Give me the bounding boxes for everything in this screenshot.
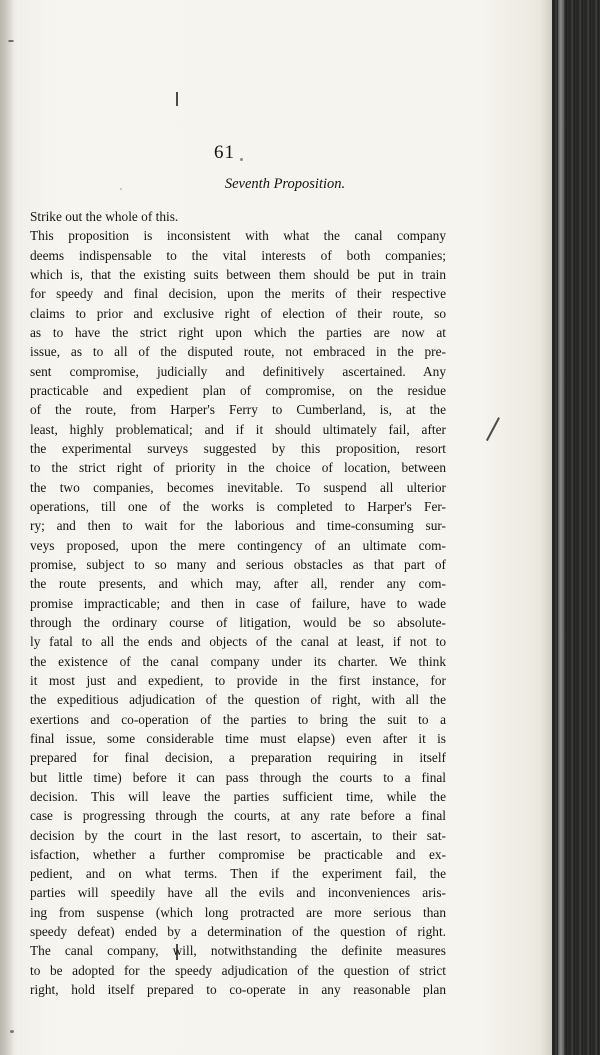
text-line: This proposition is inconsistent with what the canal company (30, 228, 446, 244)
scan-speck (8, 40, 14, 42)
text-line: but little time) before it can pass through the courts to a final (30, 769, 446, 785)
text-line: decision. This will leave the parties sufficient time, while the (30, 788, 446, 804)
text-line: deems indispensable to the vital interests of both companies; (30, 247, 446, 263)
text-line: prepared for final decision, a preparation requiring in itself (30, 750, 446, 766)
text-line: as to have the strict right upon which the parties are now at (30, 324, 446, 340)
text-line: issue, as to all of the disputed route, not embraced in the pre- (30, 344, 446, 360)
text-line: sent compromise, judicially and definitively ascertained. Any (30, 363, 446, 379)
text-line: the two companies, becomes inevitable. To suspend all ulterior (30, 479, 446, 495)
text-line: least, highly problematical; and if it should ultimately fail, after (30, 421, 446, 437)
page-number: 61 (214, 142, 235, 163)
text-line: right, hold itself prepared to co-operate in any reasonable plan (30, 982, 446, 998)
text-line: which is, that the existing suits between them should be put in train (30, 266, 446, 282)
text-line: the route presents, and which may, after all, render any com- (30, 576, 446, 592)
text-line: to be adopted for the speedy adjudication of the question of strict (30, 962, 446, 978)
text-line: ing from suspense (which long protracted are more serious than (30, 904, 446, 920)
body-text (30, 207, 446, 999)
text-line: isfaction, whether a further compromise be practicable and ex- (30, 846, 446, 862)
text-line: final issue, some considerable time must elapse) even after it is (30, 730, 446, 746)
text-line: practicable and expedient plan of compromise, on the residue (30, 382, 446, 398)
section-heading: Seventh Proposition. (224, 176, 346, 192)
text-line: through the ordinary course of litigation, would be so absolute- (30, 614, 446, 630)
text-line: to the strict right of priority in the choice of location, between (30, 460, 446, 476)
text-line: promise, subject to so many and serious obstacles as that part of (30, 556, 446, 572)
text-line: pedient, and on what terms. Then if the experiment fail, the (30, 866, 446, 882)
text-line: parties will speedily have all the evils and inconveniences aris- (30, 885, 446, 901)
text-line: exertions and co-operation of the parties to bring the suit to a (30, 711, 446, 727)
text-line: the existence of the canal company under its charter. We think (30, 653, 446, 669)
text-line: of the route, from Harper's Ferry to Cumberland, is, at the (30, 402, 446, 418)
text-line: The canal company, will, notwithstanding the definite measures (30, 943, 446, 959)
text-line: speedy defeat) ended by a determination of the question of right. (30, 924, 446, 940)
text-line: Strike out the whole of this. (30, 209, 179, 224)
text-line: the experimental surveys suggested by this proposition, resort (30, 440, 446, 456)
text-line: the expeditious adjudication of the question of right, with all the (30, 692, 446, 708)
text-line: ry; and then to wait for the laborious and time-consuming sur- (30, 518, 446, 534)
text-line: decision by the court in the last resort, to ascertain, to their sat- (30, 827, 446, 843)
text-line: claims to prior and exclusive right of election of their route, so (30, 305, 446, 321)
text-line: for speedy and final decision, upon the merits of their respective (30, 286, 446, 302)
scan-mark (176, 92, 178, 106)
binding-highlight (558, 0, 564, 1055)
page-gutter-shadow (0, 0, 14, 1055)
scan-speck (10, 1030, 14, 1033)
text-line: it most just and expedient, to provide in the first instance, for (30, 672, 446, 688)
margin-pen-mark (486, 417, 500, 441)
text-line: ly fatal to all the ends and objects of the canal at least, if not to (30, 634, 446, 650)
text-line: operations, till one of the works is completed to Harper's Fer- (30, 498, 446, 514)
text-line: promise impracticable; and then in case of failure, have to wade (30, 595, 446, 611)
text-line: veys proposed, upon the mere contingency of an ultimate com- (30, 537, 446, 553)
text-line: case is progressing through the courts, at any rate before a final (30, 808, 446, 824)
